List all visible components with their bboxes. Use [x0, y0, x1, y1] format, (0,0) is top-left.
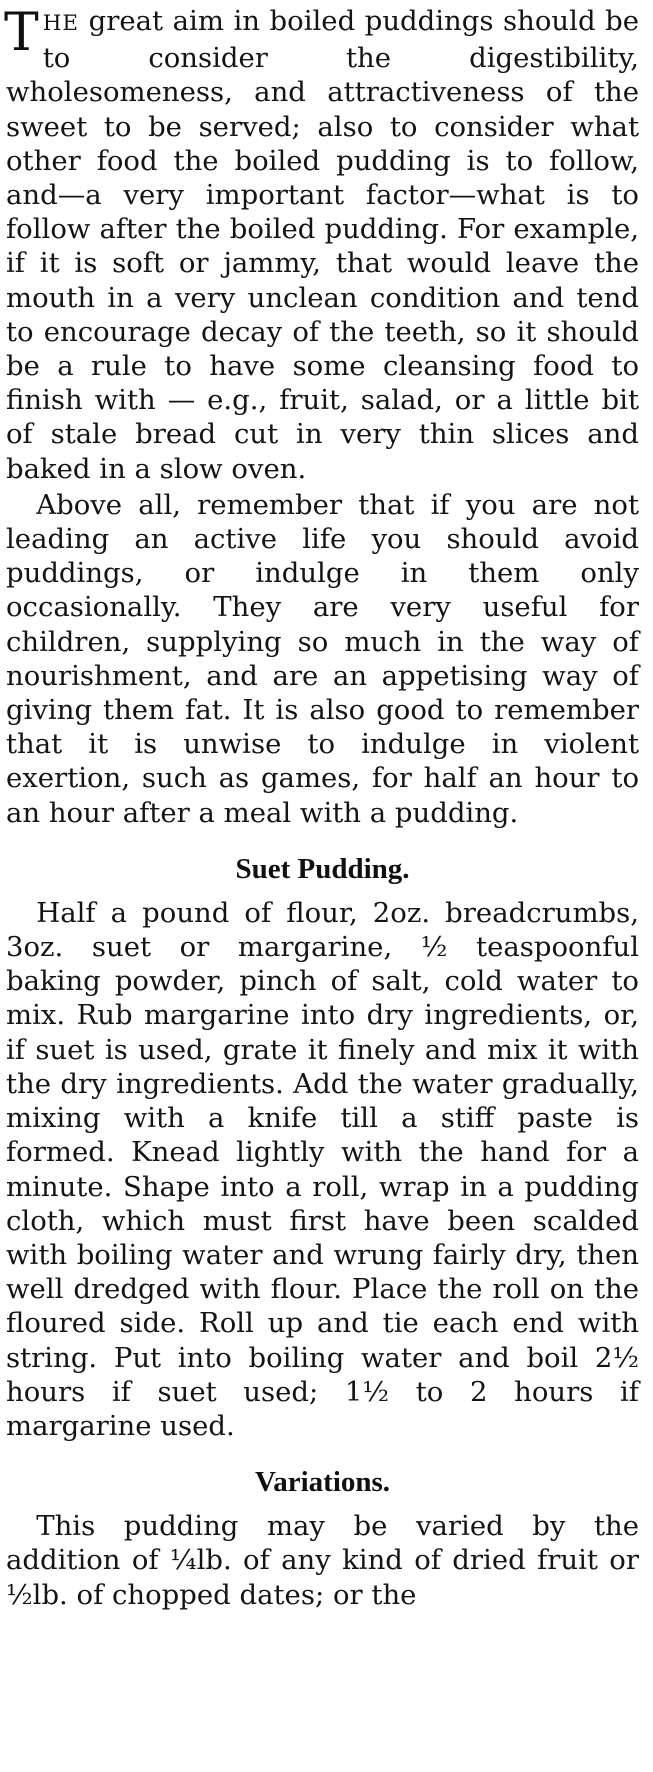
intro-paragraph — [6, 4, 639, 486]
body-paragraph-2: Above all, remember that if you are not leading an active life you should avoid puddings, or indulge in them only occasionally. They are very useful for children, supplying so much in the way of nourishment, and are an appetising way of giving them fat. It is also good to remember that it is unwise to indulge in violent exertion, such as games, for half an hour to an hour after a meal with a pudding. — [6, 488, 639, 829]
section-heading-variations: Variations. — [254, 1466, 391, 1499]
intro-text: great aim in boiled puddings should be to consider the digestibility, wholesomeness, and attractiveness of the sweet to be served; also to consider what other food the boiled pudding is to follow, and—a very important factor—what is to follow after the boiled pudding. For example, if it is soft or jammy, that would leave the mouth in a very unclean condition and tend to encourage decay of the teeth, so it should be a rule to have some cleansing food to finish with — e.g., fruit, salad, or a little bit of stale bread cut in very thin slices and baked in a slow oven. — [6, 5, 639, 485]
variations-paragraph: This pudding may be varied by the addition of ¼lb. of any kind of dried fruit or ½lb. of chopped dates; or the — [6, 1510, 639, 1611]
suet-pudding-recipe: Half a pound of flour, 2oz. breadcrumbs, 3oz. suet or margarine, ½ teaspoonful baking powder, pinch of salt, cold water to mix. Rub margarine into dry ingredients, or, if suet is used, grate it finely and mix it with the dry ingredients. Add the water gradually, mixing with a knife till a stiff paste is formed. Knead lightly with the hand for a minute. Shape into a roll, wrap in a pudding cloth, which must first have been scalded with boiling water and wrung fairly dry, then well dredged with flour. Place the roll on the floured side. Roll up and tie each end with string. Put into boiling water and boil 2½ hours if suet used; 1½ to 2 hours if margarine used. — [6, 896, 639, 1442]
drop-cap-letter: T — [4, 3, 39, 63]
section-heading-suet-pudding: Suet Pudding. — [235, 852, 410, 885]
intro-small-caps: HE — [42, 11, 80, 36]
